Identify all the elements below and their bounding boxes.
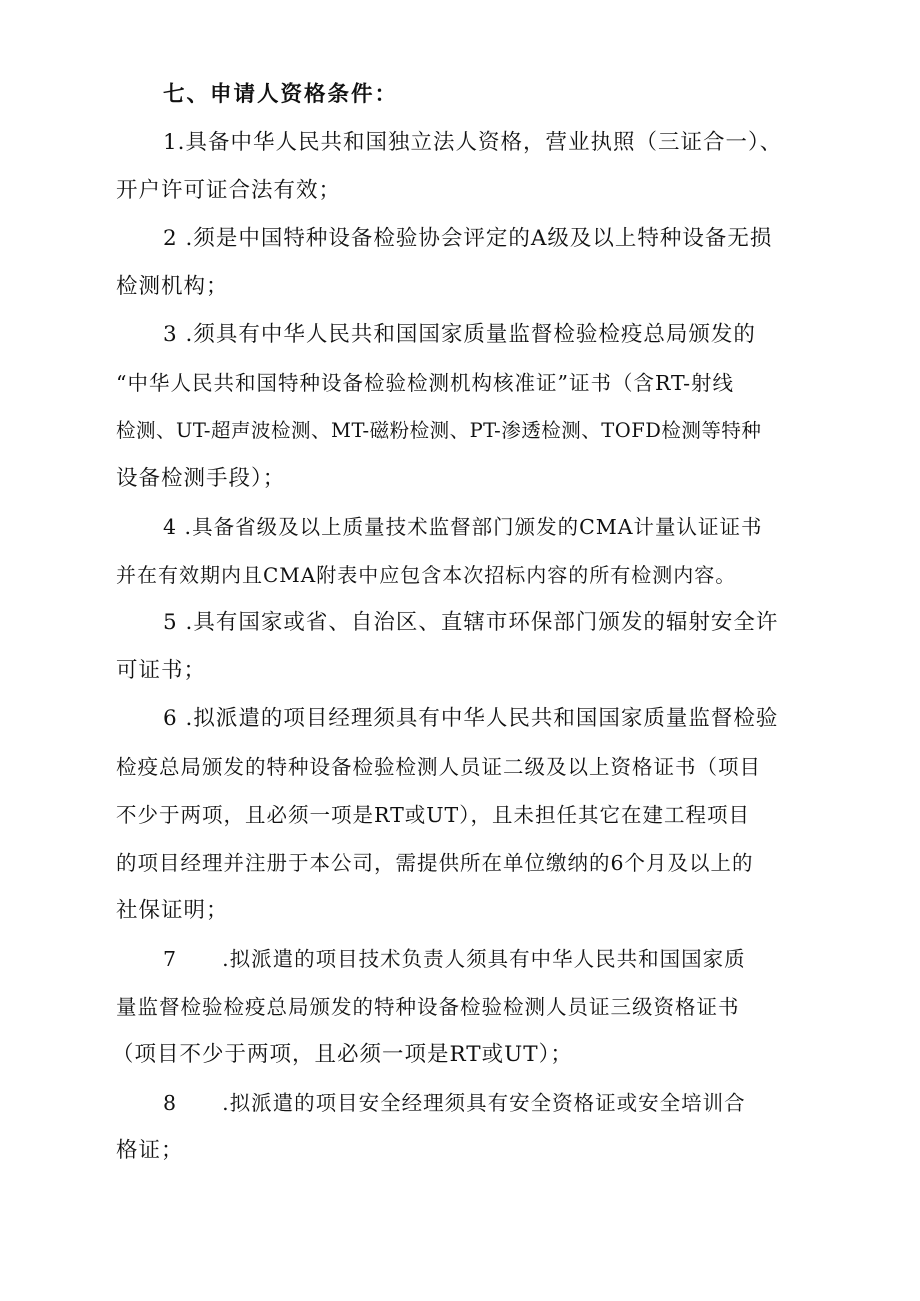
text-line: 4 .具备省级及以上质量技术监督部门颁发的CMA计量认证证书 xyxy=(163,515,763,539)
text-line: 设备检测手段）； xyxy=(116,466,286,491)
text-line: 并在有效期内且CMA附表中应包含本次招标内容的所有检测内容。 xyxy=(116,563,737,587)
text-line: 7 .拟派遣的项目技术负责人须具有中华人民共和国国家质 xyxy=(163,947,746,971)
text-line: （项目不少于两项，且必须一项是RT或UT）； xyxy=(112,1042,573,1067)
section-heading: 七、申请人资格条件： xyxy=(163,82,399,107)
text-line: 6 .拟派遣的项目经理须具有中华人民共和国国家质量监督检验 xyxy=(163,706,779,731)
text-line: 开户许可证合法有效； xyxy=(116,178,342,203)
text-line: 检疫总局颁发的特种设备检验检测人员证二级及以上资格证书（项目 xyxy=(116,755,761,779)
text-line: 检测、UT-超声波检测、MT-磁粉检测、PT-渗透检测、TOFD检测等特种 xyxy=(116,419,762,442)
text-line: 社保证明； xyxy=(116,898,229,923)
text-line: 的项目经理并注册于本公司，需提供所在单位缴纳的6个月及以上的 xyxy=(116,851,754,875)
text-line: 5 .具有国家或省、自治区、直辖市环保部门颁发的辐射安全许 xyxy=(163,610,779,635)
text-line: 格证； xyxy=(116,1138,184,1163)
text-line: 2 .须是中国特种设备检验协会评定的A级及以上特种设备无损 xyxy=(163,226,773,251)
text-line: 量监督检验检疫总局颁发的特种设备检验检测人员证三级资格证书 xyxy=(116,995,740,1019)
text-line: 3 .须具有中华人民共和国国家质量监督检验检疫总局颁发的 xyxy=(163,322,756,347)
text-line: 不少于两项，且必须一项是RT或UT），且未担任其它在建工程项目 xyxy=(116,803,750,827)
text-line: 可证书； xyxy=(116,658,207,683)
text-line: 1.具备中华人民共和国独立法人资格，营业执照（三证合一）、 xyxy=(163,130,783,155)
text-line: 8 .拟派遣的项目安全经理须具有安全资格证或安全培训合 xyxy=(163,1091,746,1115)
text-line: “中华人民共和国特种设备检验检测机构核准证”证书（含RT-射线 xyxy=(116,371,734,395)
text-line: 检测机构； xyxy=(116,274,229,299)
